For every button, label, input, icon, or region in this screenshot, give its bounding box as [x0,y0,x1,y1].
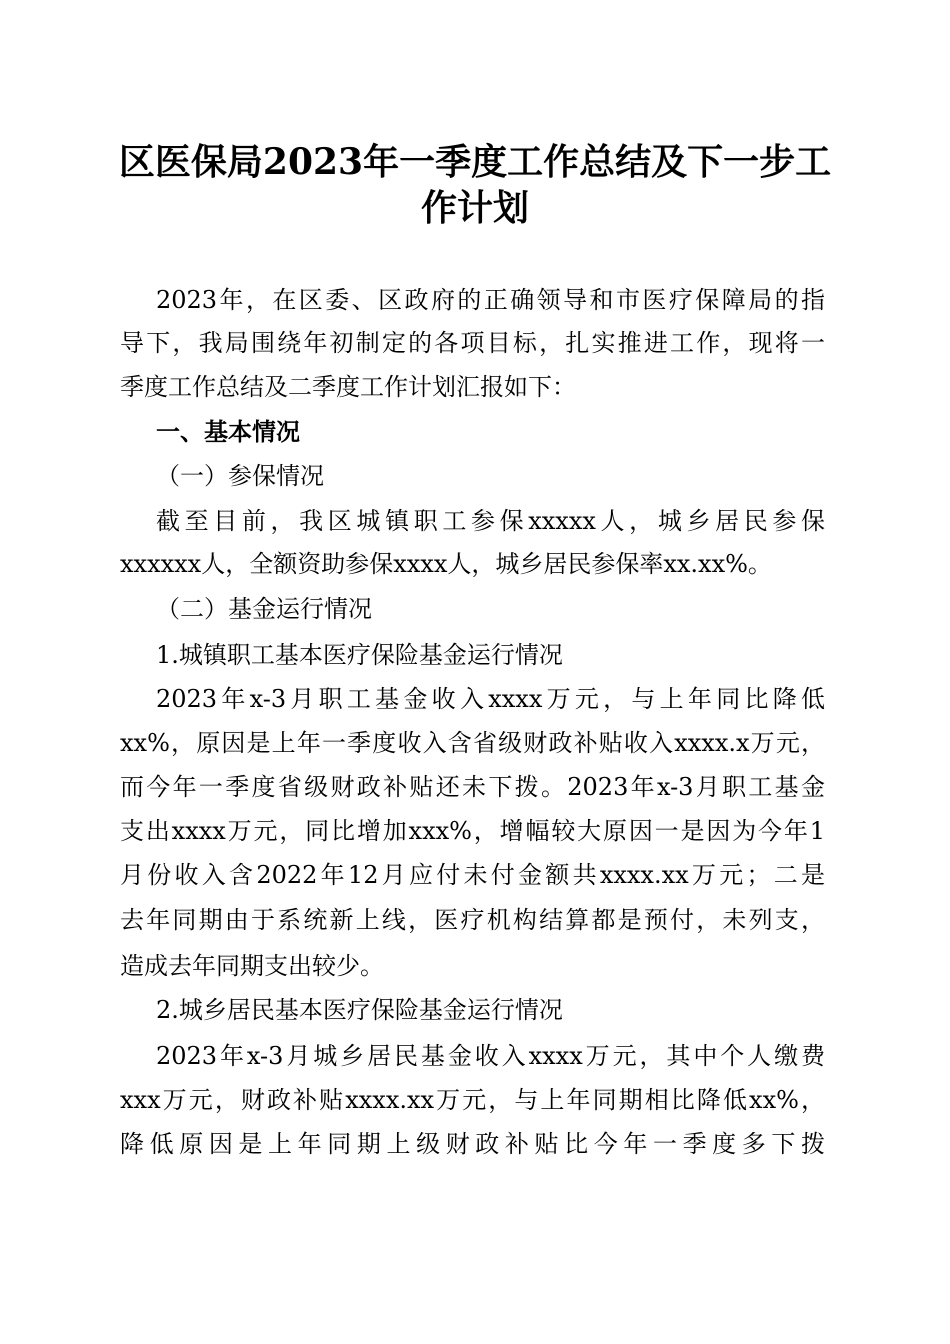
section-heading-basic-situation: 一、基本情况 [156,418,300,446]
document-title-line-1: 区医保局2023年一季度工作总结及下一步工 [118,141,832,183]
document-title-line-2: 作计划 [420,187,529,229]
intro-paragraph-line: 导下，我局围绕年初制定的各项目标，扎实推进工作，现将一 [120,329,825,357]
intro-paragraph-line: 2023年，在区委、区政府的正确领导和市医疗保障局的指 [156,286,825,314]
employee-fund-paragraph-line: 月份收入含2022年12月应付未付金额共xxxx.xx万元；二是 [120,861,825,889]
resident-fund-paragraph-line: xxx万元，财政补贴xxxx.xx万元，与上年同期相比降低xx%， [120,1086,825,1114]
intro-paragraph-line: 季度工作总结及二季度工作计划汇报如下： [120,373,576,401]
employee-fund-paragraph-line: 造成去年同期支出较少。 [120,952,384,980]
item-heading-resident-insurance: 2.城乡居民基本医疗保险基金运行情况 [156,996,563,1024]
employee-fund-paragraph-line: 支出xxxx万元，同比增加xxx%，增幅较大原因一是因为今年1 [120,817,825,845]
employee-fund-paragraph-line: 2023年x-3月职工基金收入xxxx万元，与上年同比降低 [156,685,825,713]
employee-fund-paragraph-line: 而今年一季度省级财政补贴还未下拨。2023年x-3月职工基金 [120,773,825,801]
enrollment-paragraph-line: 截至目前，我区城镇职工参保xxxxx人，城乡居民参保 [156,507,825,535]
subsection-heading-insurance-enrollment: （一）参保情况 [156,462,324,490]
item-heading-employee-insurance: 1.城镇职工基本医疗保险基金运行情况 [156,641,563,669]
resident-fund-paragraph-line: 2023年x-3月城乡居民基金收入xxxx万元，其中个人缴费 [156,1042,825,1070]
resident-fund-paragraph-line: 降低原因是上年同期上级财政补贴比今年一季度多下拨 [120,1130,825,1158]
subsection-heading-fund-operation: （二）基金运行情况 [156,595,372,623]
enrollment-paragraph-line: xxxxxx人，全额资助参保xxxx人，城乡居民参保率xx.xx%。 [120,550,772,578]
employee-fund-paragraph-line: xx%，原因是上年一季度收入含省级财政补贴收入xxxx.x万元， [120,729,825,757]
employee-fund-paragraph-line: 去年同期由于系统新上线，医疗机构结算都是预付，未列支， [120,906,825,934]
